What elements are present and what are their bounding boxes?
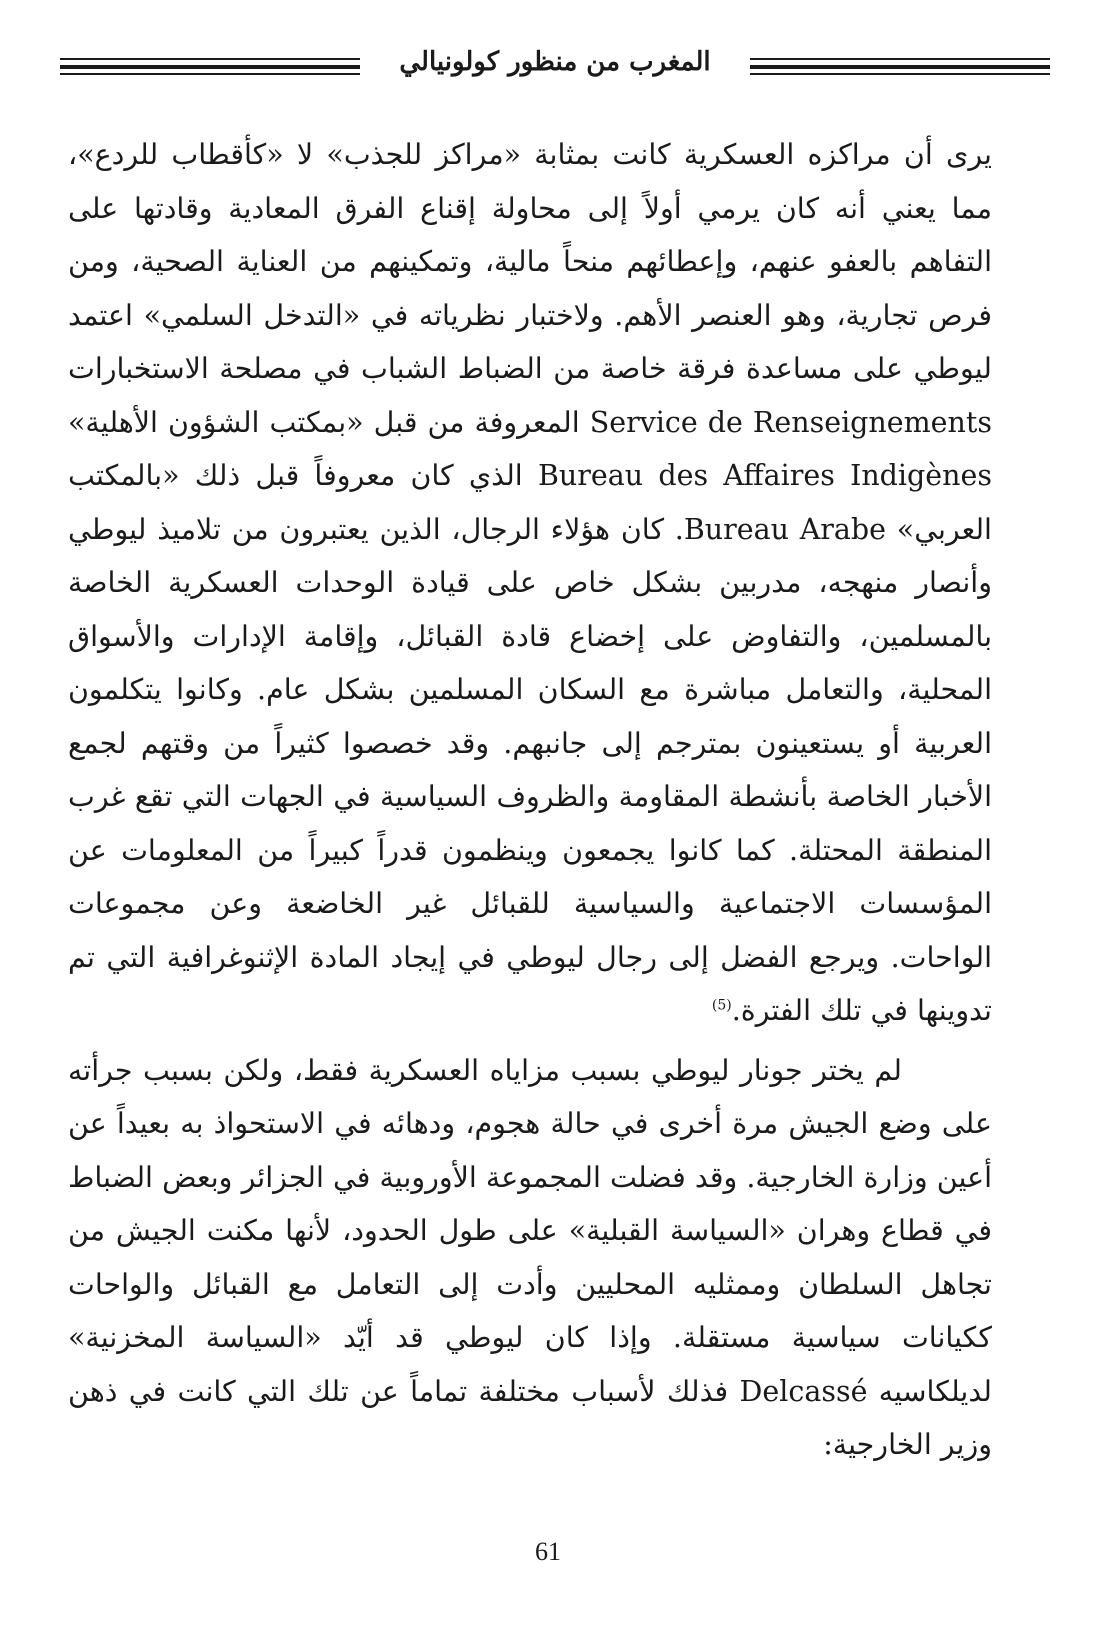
- running-header: [60, 40, 1050, 100]
- footnote-reference[interactable]: (5): [711, 997, 732, 1014]
- running-title: المغرب من منظور كولونيالي: [399, 47, 711, 77]
- header-rule-right: [750, 58, 1050, 78]
- paragraph-2: لم يختر جونار ليوطي بسبب مزاياه العسكرية فقط، ولكن بسبب جرأته على وضع الجيش مرة أخرى في حالة هجوم، ودهائه في الاستحواذ به بعيداً عن أعين وزارة الخارجية. وقد فضلت المجموعة الأوروبية في الجزائر وبعض الضباط في قطاع وهران «السياسة القبلية» على طول الحدود، لأنها مكنت الجيش من تجاهل السلطان وممثليه المحليين وأدت إلى التعامل مع القبائل والواحات ككيانات سياسية مستقلة. وإذا كان ليوطي قد أيّد «السياسة المخزنية» لديلكاسيه Delcassé فذلك لأسباب مختلفة تماماً عن تلك التي كانت في ذهن وزير الخارجية:: [68, 1053, 992, 1461]
- page-number: 61: [535, 1537, 561, 1566]
- paragraph-1-text: يرى أن مراكزه العسكرية كانت بمثابة «مراكز للجذب» لا «كأقطاب للردع»، مما يعني أنه كان يرمي أولاً إلى محاولة إقناع الفرق المعادية وقادتها على التفاهم بالعفو عنهم، وإعطائهم منحاً مالية، وتمكينهم من العناية الصحية، ومن فرص تجارية، وهو العنصر الأهم. ولاختبار نظرياته في «التدخل السلمي» اعتمد ليوطي على مساعدة فرقة خاصة من الضباط الشباب في مصلحة الاستخبارات Service de Renseignements المعروفة من قبل «بمكتب الشؤون الأهلية» Bureau des Affaires Indigènes الذي كان معروفاً قبل ذلك «بالمكتب العربي» Bureau Arabe. كان هؤلاء الرجال، الذين يعتبرون من تلاميذ ليوطي وأنصار منهجه، مدربين بشكل خاص على قيادة الوحدات العسكرية الخاصة بالمسلمين، والتفاوض على إخضاع قادة القبائل، وإقامة الإدارات والأسواق المحلية، والتعامل مباشرة مع السكان المسلمين بشكل عام. وكانوا يتكلمون العربية أو يستعينون بمترجم إلى جانبهم. وقد خصصوا كثيراً من وقتهم لجمع الأخبار الخاصة بأنشطة المقاومة والظروف السياسية في الجهات التي تقع غرب المنطقة المحتلة. كما كانوا يجمعون وينظمون قدراً كبيراً من المعلومات عن المؤسسات الاجتماعية والسياسية للقبائل غير الخاضعة وعن مجموعات الواحات. ويرجع الفضل إلى رجال ليوطي في إيجاد المادة الإثنوغرافية التي تم تدوينها في تلك الفترة.: [68, 138, 992, 1027]
- paragraph-1: [68, 128, 992, 1038]
- header-rule-left: [60, 58, 360, 78]
- body-text: [68, 128, 992, 1472]
